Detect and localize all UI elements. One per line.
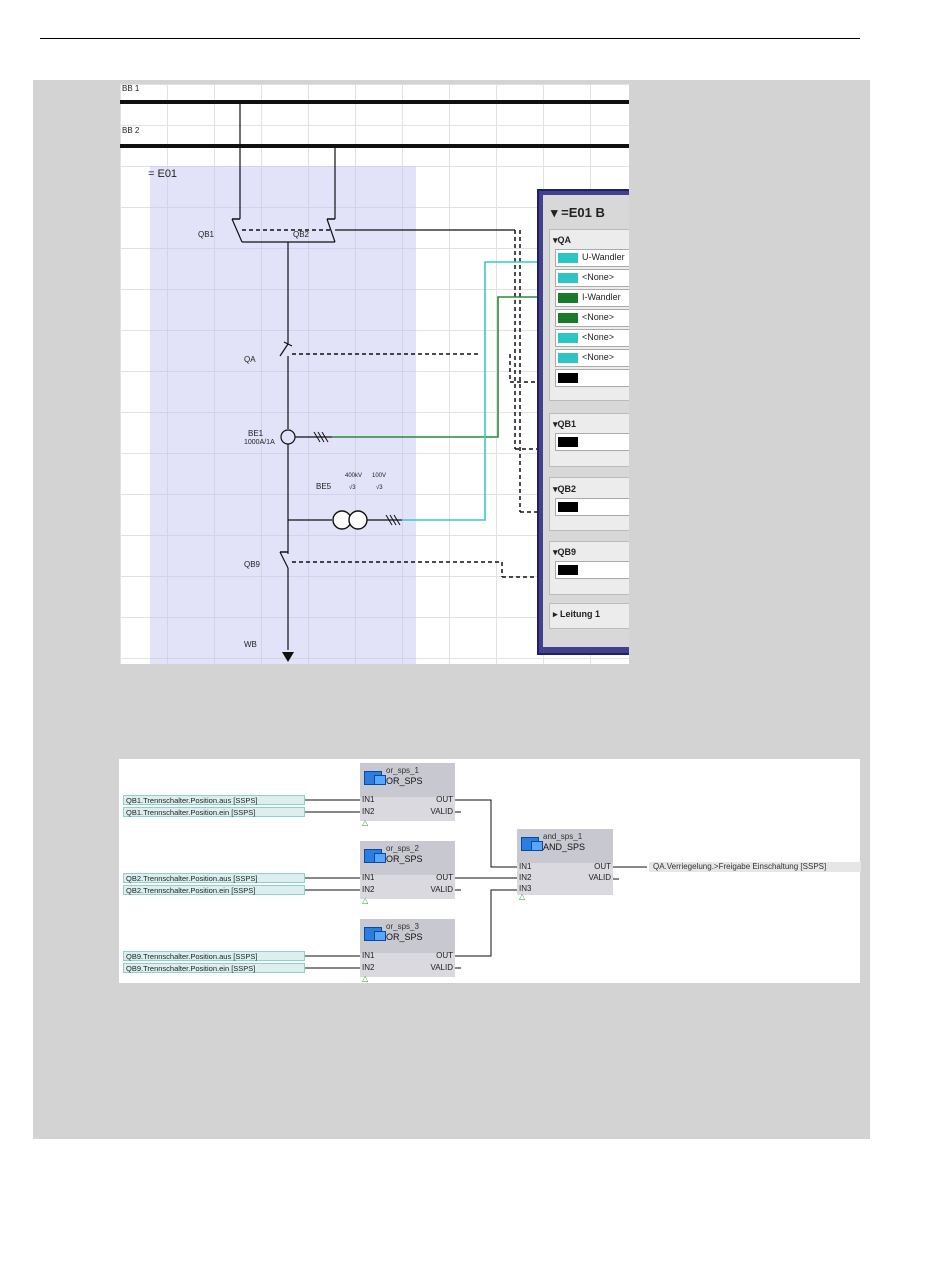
- wb-label: WB: [244, 640, 257, 649]
- be5-primary-label: 400kV: [345, 473, 363, 479]
- block-type: OR_SPS: [386, 776, 423, 786]
- row-label: I-Wandler: [582, 292, 621, 302]
- trigger-icon: △: [519, 892, 526, 901]
- pin-in2: IN2: [519, 873, 532, 882]
- row-label: <None>: [582, 352, 615, 362]
- pin-in1: IN1: [362, 873, 375, 882]
- pin-valid: VALID: [430, 963, 453, 972]
- pin-in1: IN1: [519, 862, 532, 871]
- pin-in2: IN2: [362, 807, 375, 816]
- trigger-icon: △: [362, 896, 369, 905]
- bay-properties-window: [537, 189, 629, 655]
- qb2-label: QB2: [293, 230, 310, 239]
- input-signal-5[interactable]: QB9.Trennschalter.Position.aus [SSPS]: [123, 951, 305, 961]
- pin-valid: VALID: [588, 873, 611, 882]
- input-signal-3[interactable]: QB2.Trennschalter.Position.aus [SSPS]: [123, 873, 305, 883]
- single-line-diagram: [120, 84, 629, 664]
- qb1-group-header[interactable]: ▾QB1: [553, 419, 577, 429]
- and-block[interactable]: [517, 829, 613, 901]
- pin-valid: VALID: [430, 885, 453, 894]
- be5-label: BE5: [316, 482, 332, 491]
- or-block-2[interactable]: [360, 841, 455, 905]
- pin-in3: IN3: [519, 884, 532, 893]
- color-swatch: [558, 437, 578, 447]
- output-signal[interactable]: QA.Verriegelung.>Freigabe Einschaltung [SSPS]: [649, 862, 861, 872]
- function-block-icon-overlay: [531, 841, 543, 851]
- or-block-1[interactable]: [360, 763, 455, 827]
- pin-out: OUT: [436, 873, 453, 882]
- block-instance-name: or_sps_3: [386, 922, 419, 931]
- qb9-group-header[interactable]: ▾QB9: [553, 547, 577, 557]
- leitung-group-header[interactable]: ▸ Leitung 1: [553, 609, 601, 619]
- qa-row-5[interactable]: [555, 329, 629, 347]
- qb1-label: QB1: [198, 230, 215, 239]
- be5-vt-symbol-2: [349, 511, 367, 529]
- qb9-disconnector-symbol: [280, 552, 288, 650]
- qb1-row[interactable]: [555, 433, 629, 451]
- block-type: OR_SPS: [386, 932, 423, 942]
- busbar-1-label: BB 1: [122, 84, 140, 93]
- qa-row-7[interactable]: [555, 369, 629, 387]
- bay-label: = E01: [148, 168, 178, 180]
- block-type: AND_SPS: [543, 842, 586, 852]
- qa-label: QA: [244, 355, 256, 364]
- trigger-icon: △: [362, 818, 369, 827]
- color-swatch: [558, 373, 578, 383]
- window-body: [543, 195, 629, 647]
- qb2-row[interactable]: [555, 498, 629, 516]
- function-block-icon-overlay: [374, 775, 386, 785]
- be1-label: BE1: [248, 429, 264, 438]
- row-label: <None>: [582, 332, 615, 342]
- window-title[interactable]: ▾ =E01 B: [551, 205, 605, 220]
- block-instance-name: or_sps_1: [386, 766, 419, 775]
- trigger-icon: △: [362, 974, 369, 983]
- color-swatch: [558, 353, 578, 363]
- color-swatch: [558, 253, 578, 263]
- color-swatch: [558, 565, 578, 575]
- qa-row-3[interactable]: [555, 289, 629, 307]
- qb9-row[interactable]: [555, 561, 629, 579]
- function-block-icon-overlay: [374, 853, 386, 863]
- row-label: U-Wandler: [582, 252, 625, 262]
- wb-arrow: [282, 652, 294, 662]
- color-swatch: [558, 273, 578, 283]
- qa-breaker-symbol: [280, 342, 292, 429]
- pin-in2: IN2: [362, 885, 375, 894]
- input-signal-4[interactable]: QB2.Trennschalter.Position.ein [SSPS]: [123, 885, 305, 895]
- be1-ct-symbol: [281, 430, 295, 444]
- block-type: OR_SPS: [386, 854, 423, 864]
- or-block-3[interactable]: [360, 919, 455, 983]
- logic-diagram: [119, 759, 860, 983]
- color-swatch: [558, 293, 578, 303]
- pin-out: OUT: [594, 862, 611, 871]
- pin-in1: IN1: [362, 951, 375, 960]
- row-label: <None>: [582, 312, 615, 322]
- be5-secondary-root: √3: [376, 485, 383, 491]
- color-swatch: [558, 313, 578, 323]
- color-swatch: [558, 333, 578, 343]
- qb9-label: QB9: [244, 560, 261, 569]
- pin-in1: IN1: [362, 795, 375, 804]
- qa-row-4[interactable]: [555, 309, 629, 327]
- qa-group-header[interactable]: ▾QA: [553, 235, 572, 245]
- color-swatch: [558, 502, 578, 512]
- header-rule: [40, 38, 860, 39]
- qb2-group-header[interactable]: ▾QB2: [553, 484, 577, 494]
- pin-out: OUT: [436, 951, 453, 960]
- busbar-2-label: BB 2: [122, 126, 140, 135]
- input-signal-2[interactable]: QB1.Trennschalter.Position.ein [SSPS]: [123, 807, 305, 817]
- block-instance-name: or_sps_2: [386, 844, 419, 853]
- qa-row-1[interactable]: [555, 249, 629, 267]
- input-signal-1[interactable]: QB1.Trennschalter.Position.aus [SSPS]: [123, 795, 305, 805]
- function-block-icon-overlay: [374, 931, 386, 941]
- be5-secondary-label: 100V: [372, 473, 387, 479]
- qa-row-6[interactable]: [555, 349, 629, 367]
- row-label: <None>: [582, 272, 615, 282]
- pin-valid: VALID: [430, 807, 453, 816]
- block-instance-name: and_sps_1: [543, 832, 583, 841]
- pin-in2: IN2: [362, 963, 375, 972]
- qa-row-2[interactable]: [555, 269, 629, 287]
- pin-out: OUT: [436, 795, 453, 804]
- be5-vt-symbol-1: [333, 511, 351, 529]
- be1-rating-label: 1000A/1A: [244, 439, 275, 446]
- input-signal-6[interactable]: QB9.Trennschalter.Position.ein [SSPS]: [123, 963, 305, 973]
- be5-primary-root: √3: [349, 485, 356, 491]
- qb1-disconnector-symbol: [232, 219, 242, 242]
